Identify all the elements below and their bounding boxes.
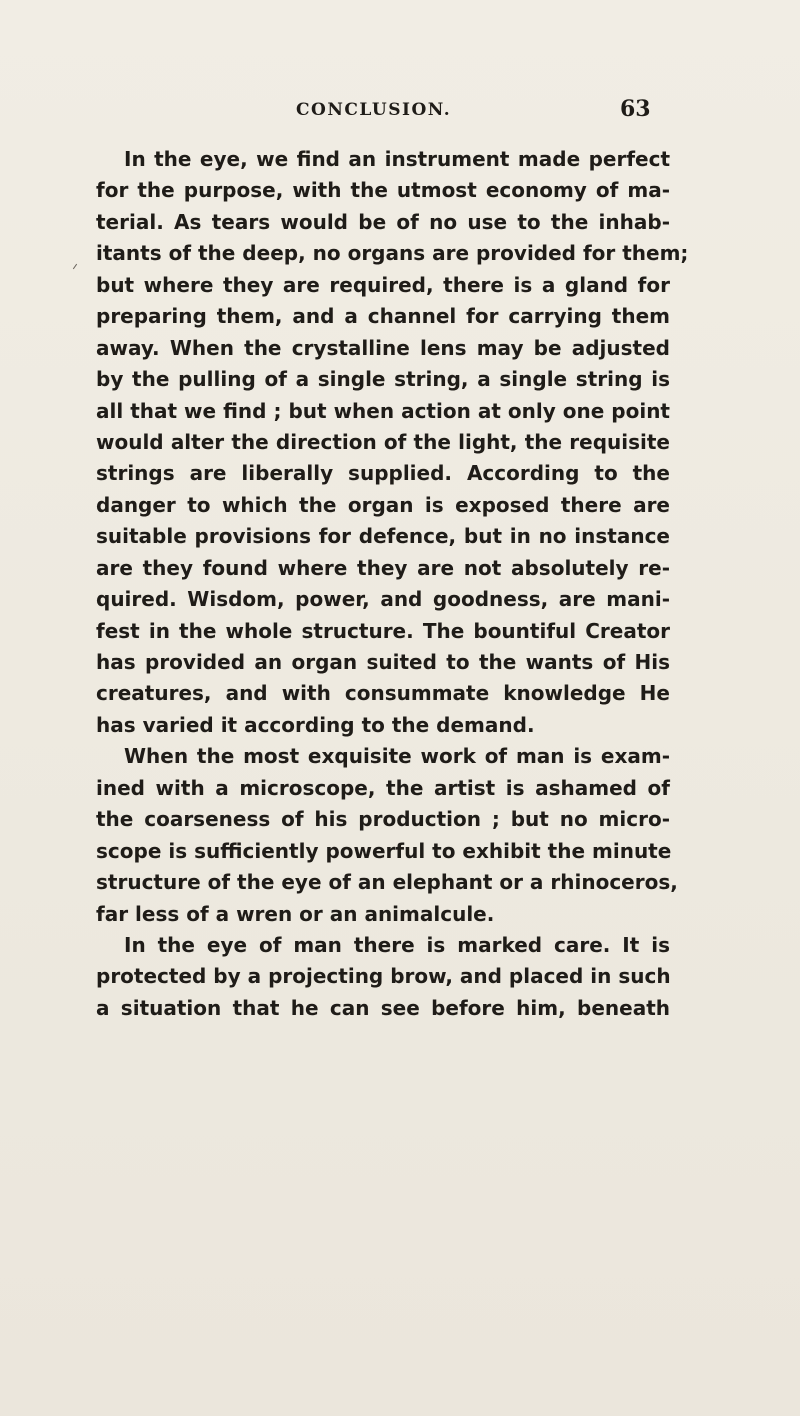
text-line: has provided an organ suited to the wants of His (96, 650, 670, 674)
text-line: creatures, and with consummate knowledge He (96, 681, 670, 706)
text-line: the coarseness of his production ; but no micro- (96, 807, 670, 832)
text-line: ined with a microscope, the artist is ashamed of (96, 775, 670, 800)
text-line: all that we find ; but when action at only one point (96, 398, 670, 423)
stray-print-mark (73, 264, 77, 269)
text-line: but where they are required, there is a gland for (96, 272, 670, 297)
text-line: In the eye of man there is marked care. It is (124, 932, 670, 957)
text-line: suitable provisions for defence, but in no instance (96, 524, 670, 549)
text-line: itants of the deep, no organs are provided for them; (96, 241, 689, 266)
text-line: fest in the whole structure. The bountiful Creator (96, 618, 670, 643)
text-line: has varied it according to the demand. (96, 712, 535, 737)
text-line: away. When the crystalline lens may be adjusted (96, 335, 670, 360)
text-line: strings are liberally supplied. According to the (96, 461, 670, 486)
text-line: In the eye, we find an instrument made perfect (124, 147, 670, 171)
text-line: quired. Wisdom, power, and goodness, are mani- (96, 587, 670, 612)
text-line: scope is sufficiently powerful to exhibit the minute (96, 838, 672, 863)
text-line: preparing them, and a channel for carrying them (96, 304, 670, 329)
body-text (96, 144, 689, 1024)
page-number: 63 (620, 96, 651, 122)
text-line: would alter the direction of the light, the requisite (96, 429, 670, 454)
running-head (0, 96, 800, 126)
text-line: by the pulling of a single string, a single string is (96, 367, 670, 392)
text-line: are they found where they are not absolutely re- (96, 555, 670, 580)
text-line: for the purpose, with the utmost economy of ma- (96, 178, 670, 203)
running-head-title: CONCLUSION. (296, 100, 452, 120)
text-line: structure of the eye of an elephant or a rhinoceros, (96, 870, 678, 895)
text-line: terial. As tears would be of no use to the inhab- (96, 209, 670, 234)
text-line: protected by a projecting brow, and placed in such (96, 964, 671, 989)
text-line: danger to which the organ is exposed there are (96, 492, 670, 517)
text-line: a situation that he can see before him, beneath (96, 995, 670, 1020)
text-line: When the most exquisite work of man is exam- (124, 744, 670, 769)
text-line: far less of a wren or an animalcule. (96, 901, 495, 926)
